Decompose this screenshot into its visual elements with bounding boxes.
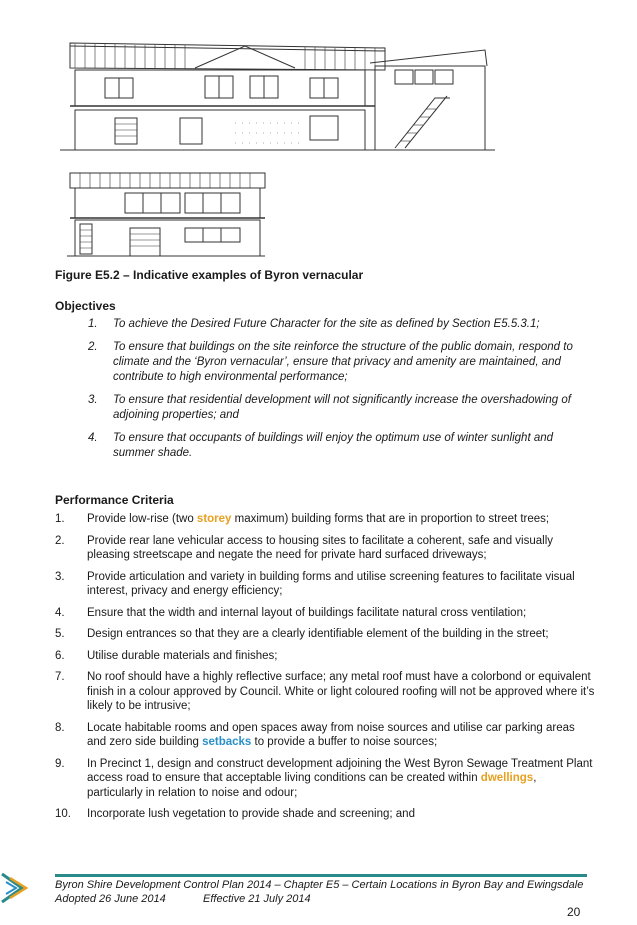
criteria-item bbox=[55, 570, 595, 599]
criteria-text bbox=[87, 757, 595, 801]
criteria-item bbox=[55, 670, 595, 714]
criteria-item bbox=[55, 512, 595, 527]
criteria-number: 8. bbox=[55, 721, 65, 734]
criteria-text bbox=[87, 512, 595, 527]
performance-criteria-heading: Performance Criteria bbox=[55, 493, 174, 507]
criteria-item bbox=[55, 606, 595, 621]
criteria-number: 5. bbox=[55, 628, 65, 640]
criteria-text: Provide articulation and variety in building forms and utilise screening features to facilitate visual interest, privacy and energy efficiency; bbox=[87, 570, 575, 597]
objective-number: 3. bbox=[88, 394, 98, 406]
objectives-heading: Objectives bbox=[55, 299, 116, 313]
objective-item bbox=[55, 340, 595, 385]
criteria-text: No roof should have a highly reflective surface; any metal roof must have a colorbond or equivalent finish in a colour approved by Council. White or light coloured roofing will not be approved where it’s likely to be intrusive; bbox=[87, 671, 595, 712]
criteria-number: 9. bbox=[55, 757, 65, 770]
criteria-item bbox=[55, 807, 595, 822]
criteria-text bbox=[87, 721, 595, 750]
criteria-item bbox=[55, 649, 595, 664]
criteria-item bbox=[55, 627, 595, 642]
criteria-text: Utilise durable materials and finishes; bbox=[87, 649, 278, 662]
performance-criteria-list bbox=[55, 512, 595, 822]
page-number: 20 bbox=[567, 905, 581, 919]
criteria-number: 7. bbox=[55, 671, 65, 683]
objective-text: To ensure that residential development will not significantly increase the overshadowing of adjoining properties; and bbox=[113, 394, 571, 421]
objective-text: To ensure that buildings on the site reinforce the structure of the public domain, respond to climate and the ‘Byron vernacular’, ensure that privacy and amenity are maintained, and contribute to high environmental performance; bbox=[113, 341, 573, 383]
objective-item bbox=[55, 317, 595, 332]
objective-item bbox=[55, 393, 595, 423]
criteria-number: 6. bbox=[55, 649, 65, 662]
criteria-text-before: Locate habitable rooms and open spaces away from noise sources and utilise car parking areas and zero side building bbox=[87, 721, 575, 748]
byron-shire-logo bbox=[0, 868, 36, 908]
criteria-item bbox=[55, 721, 595, 750]
footer bbox=[55, 879, 587, 906]
footer-dates bbox=[55, 893, 587, 907]
criteria-text: Ensure that the width and internal layout of buildings facilitate natural cross ventilation; bbox=[87, 606, 527, 619]
criteria-number: 4. bbox=[55, 606, 65, 619]
criteria-text: Incorporate lush vegetation to provide shade and screening; and bbox=[87, 808, 415, 820]
objectives-section bbox=[55, 299, 595, 469]
footer-divider bbox=[55, 874, 587, 877]
byron-vernacular-sketch bbox=[55, 38, 505, 260]
effective-date: Effective 21 July 2014 bbox=[203, 892, 311, 905]
storey-link[interactable]: storey bbox=[196, 513, 232, 525]
figure-caption: Figure E5.2 – Indicative examples of Byron vernacular bbox=[55, 268, 364, 282]
criteria-number: 3. bbox=[55, 570, 65, 583]
objectives-list bbox=[55, 317, 595, 461]
criteria-item bbox=[55, 757, 595, 801]
objective-number: 2. bbox=[88, 341, 98, 353]
setbacks-link[interactable]: setbacks bbox=[202, 736, 252, 748]
criteria-number: 2. bbox=[55, 534, 65, 547]
criteria-text-before: In Precinct 1, design and construct development adjoining the West Byron Sewage Treatment Plant access road to ensure that acceptable living conditions can be created within bbox=[87, 757, 593, 784]
criteria-text-after: , particularly in relation to noise and odour; bbox=[87, 772, 537, 799]
criteria-text-after: to provide a buffer to noise sources; bbox=[251, 736, 438, 748]
objective-number: 4. bbox=[88, 432, 98, 444]
criteria-text-after: maximum) building forms that are in proportion to street trees; bbox=[231, 513, 550, 525]
adopted-date: Adopted 26 June 2014 bbox=[55, 892, 166, 905]
footer-title: Byron Shire Development Control Plan 2014 – Chapter E5 – Certain Locations in Byron Bay and Ewingsdale bbox=[55, 879, 584, 891]
objective-number: 1. bbox=[88, 318, 98, 330]
objective-text: To ensure that occupants of buildings will enjoy the optimum use of winter sunlight and summer shade. bbox=[113, 432, 554, 459]
criteria-text-before: Provide low-rise (two bbox=[87, 513, 197, 525]
objective-text: To achieve the Desired Future Character for the site as defined by Section E5.5.3.1; bbox=[113, 318, 540, 330]
criteria-number: 1. bbox=[55, 513, 65, 525]
dwellings-link[interactable]: dwellings bbox=[480, 772, 534, 784]
criteria-number: 10. bbox=[55, 808, 71, 820]
criteria-item bbox=[55, 534, 595, 563]
criteria-text: Design entrances so that they are a clearly identifiable element of the building in the street; bbox=[87, 628, 549, 640]
performance-criteria-section bbox=[55, 493, 595, 829]
objective-item bbox=[55, 431, 595, 461]
criteria-text: Provide rear lane vehicular access to housing sites to facilitate a coherent, safe and visually pleasing streetscape and negate the need for private hard surfaced driveways; bbox=[87, 534, 554, 561]
